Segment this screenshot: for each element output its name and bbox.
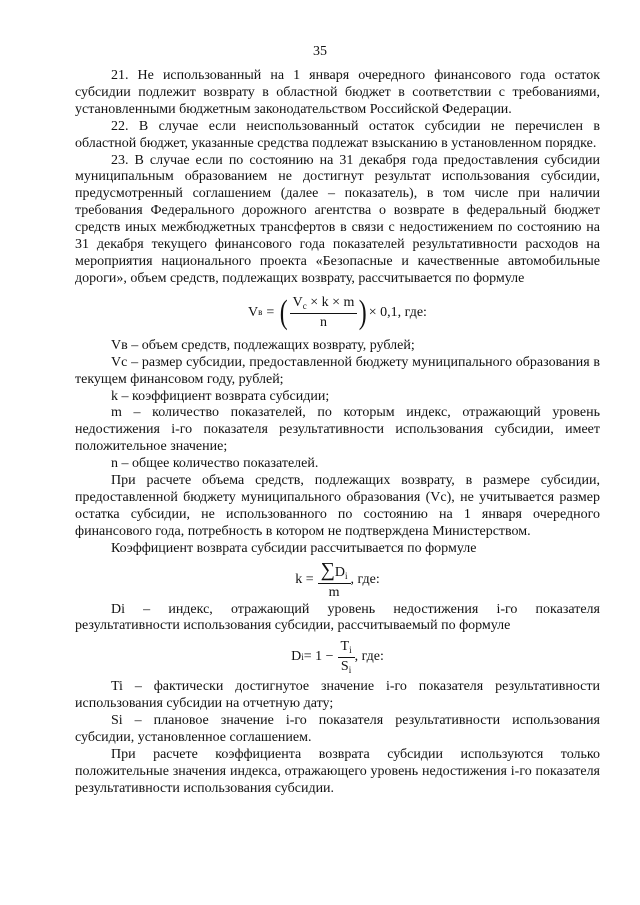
page-number: 35 [313,44,327,59]
formula1-num-a-sub: с [302,300,307,311]
formula2-fraction [318,560,351,600]
paragraph-21: 21. Не использованный на 1 января очередного финансового года остаток субсидии подлежит возврату в областной бюджет в соответствии с требованиями, установленными бюджетным законодательством Российской Федерации. [75,68,600,117]
formula2-den: m [328,584,340,600]
document-body [75,68,600,798]
formula1-eq: = [266,304,275,320]
right-paren: ) [359,293,368,331]
definition-s: Si – плановое значение i-го показателя результативности использования субсидии, установленное соглашением. [75,713,600,746]
definition-m: m – количество показателей, по которым индекс, отражающий уровень недостижения i-го показателя результативности использования субсидии, имеет положительное значение; [75,405,600,455]
paragraph-coef: Коэффициент возврата субсидии рассчитывается по формуле [111,540,477,556]
definition-d: Di – индекс, отражающий уровень недостижения i-го показателя результативности использования субсидии, рассчитываемый по формуле [75,601,600,634]
formula1-den: n [320,314,328,330]
sum-symbol: ∑ [320,558,335,581]
formula3-lhs: D [291,649,302,665]
paragraph-calc: При расчете объема средств, подлежащих возврату, в размере субсидии, предоставленной бюджету муниципального образования (Vс), не учитывается размер остатка субсидии, не использованного по состоянию на 1 января очередного финансового года, потребность в котором не подтверждена Министерством. [75,473,600,539]
paragraph-23: 23. В случае если по состоянию на 31 декабря года предоставления субсидии муниципальным образованием не достигнут результат использования субсидии, предусмотренный соглашением (далее – показатель), в том числе при наличии требования Федерального дорожного агентства о возврате в федеральный бюджет средств иных межбюджетных трансфертов в связи с недостижением по состоянию на 31 декабря текущего финансового года показателей результативности расходов на мероприятия национального проекта «Безопасные и качественные автомобильные дороги», объем средств, подлежащих возврату, рассчитывается по формуле [75,152,600,286]
formula-index [75,639,600,675]
definition-t: Ti – фактически достигнутое значение i-го показателя результативности использования субсидии на отчетную дату; [75,679,600,712]
formula3-den-sub: i [348,664,352,675]
formula2-num-sub: i [345,570,348,581]
formula3-fraction [338,640,355,675]
formula1-num-rest: × k × m [306,294,355,310]
formula1-num-a: V [292,294,303,310]
definition-k: k – коэффициент возврата субсидии; [111,388,330,404]
paragraph-last: При расчете коэффициента возврата субсидии используются только положительные значения индекса, отражающего уровень недостижения i-го показателя результативности использования субсидии. [75,747,600,796]
definition-n: n – общее количество показателей. [111,456,319,472]
formula1-tail: × 0,1, где: [368,304,427,320]
formula3-num: T [340,638,350,654]
formula2-num: D [334,564,345,580]
formula-coefficient [75,560,600,600]
formula3-den: S [340,658,349,674]
formula1-lhs-sub: в [258,307,263,318]
formula2-tail: , где: [350,571,380,587]
formula3-num-sub: i [349,644,352,655]
formula1-lhs: V [248,304,259,320]
formula-return-volume [75,290,600,336]
definition-vv: Vв – объем средств, подлежащих возврату, рублей; [111,337,415,353]
formula3-mid: = 1 − [303,649,334,665]
paragraph-22: 22. В случае если неиспользованный остаток субсидии не перечислен в областной бюджет, указанные средства подлежат взысканию в установленном порядке. [75,118,600,151]
formula3-tail: , где: [354,649,384,665]
formula3-lhs-sub: i [301,651,304,662]
formula1-fraction [290,296,358,330]
formula2-lhs: k = [295,571,314,587]
definition-vc: Vс – размер субсидии, предоставленной бюджету муниципального образования в текущем финансовом году, рублей; [75,354,600,387]
left-paren: ( [280,293,288,331]
